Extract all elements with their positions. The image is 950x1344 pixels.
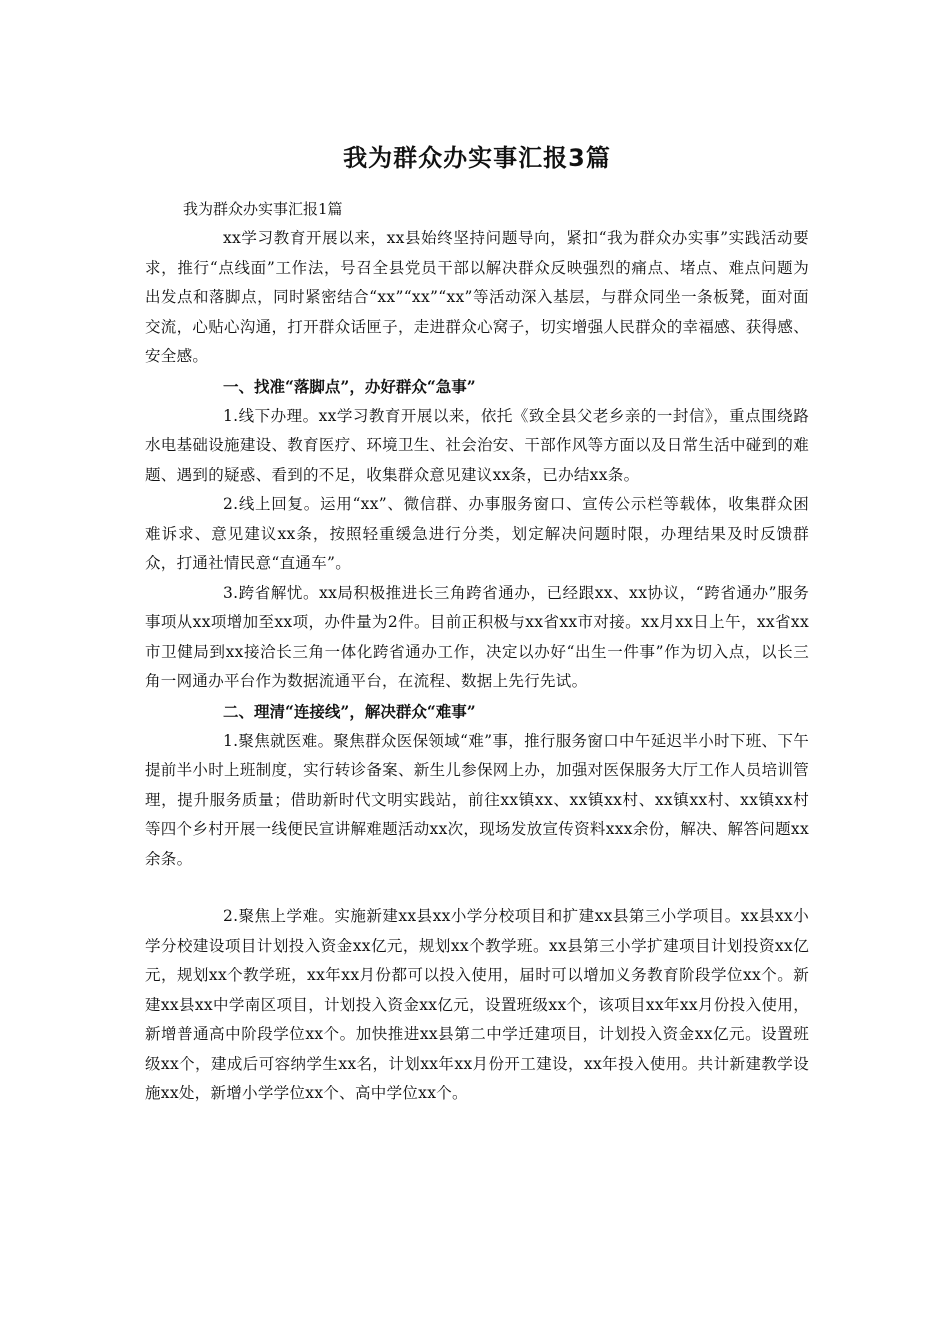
section-1-paragraph-1: 1.线下办理。xx学习教育开展以来，依托《致全县父老乡亲的一封信》，重点围绕路水电基础设施建设、教育医疗、环境卫生、社会治安、干部作风等方面以及日常生活中碰到的难题、遇到的疑惑、看到的不足，收集群众意见建议xx条，已办结xx条。: [145, 406, 809, 484]
section-1-paragraph-3: 3.跨省解忧。xx局积极推进长三角跨省通办，已经跟xx、xx协议，“跨省通办”服务事项从xx项增加至xx项，办件量为2件。目前正积极与xx省xx市对接。xx月xx日上午，xx省xx市卫健局到xx接洽长三角一体化跨省通办工作，决定以办好“出生一件事”作为切入点，以长三角一网通办平台作为数据流通平台，在流程、数据上先行先试。: [145, 583, 809, 690]
section-2-heading: 二、理清“连接线”，解决群众“难事”: [223, 701, 476, 721]
section-1-paragraph-2: 2.线上回复。运用“xx”、微信群、办事服务窗口、宣传公示栏等载体，收集群众困难诉求、意见建议xx条，按照轻重缓急进行分类，划定解决问题时限，办理结果及时反馈群众，打通社情民意“直通车”。: [145, 495, 809, 572]
document-subtitle: 我为群众办实事汇报1篇: [183, 200, 343, 218]
intro-paragraph: xx学习教育开展以来，xx县始终坚持问题导向，紧扣“我为群众办实事”实践活动要求，推行“点线面”工作法，号召全县党员干部以解决群众反映强烈的痛点、堵点、难点问题为出发点和落脚点，同时紧密结合“xx”“xx”“xx”等活动深入基层，与群众同坐一条板凳，面对面交流，心贴心沟通，打开群众话匣子，走进群众心窝子，切实增强人民群众的幸福感、获得感、安全感。: [145, 229, 809, 365]
document-title: 我为群众办实事汇报3篇: [343, 144, 611, 172]
document-page: [145, 140, 809, 1109]
section-1-heading: 一、找准“落脚点”，办好群众“急事”: [223, 376, 476, 396]
section-2-paragraph-2: 2.聚焦上学难。实施新建xx县xx小学分校项目和扩建xx县第三小学项目。xx县xx小学分校建设项目计划投入资金xx亿元，规划xx个教学班。xx县第三小学扩建项目计划投资xx亿元，规划xx个教学班，xx年xx月份都可以投入使用，届时可以增加义务教育阶段学位xx个。新建xx县xx中学南区项目，计划投入资金xx亿元，设置班级xx个，该项目xx年xx月份投入使用，新增普通高中阶段学位xx个。加快推进xx县第二中学迁建项目，计划投入资金xx亿元。设置班级xx个，建成后可容纳学生xx名，计划xx年xx月份开工建设，xx年投入使用。共计新建教学设施xx处，新增小学学位xx个、高中学位xx个。: [145, 907, 809, 1102]
paragraph-gap: [145, 874, 809, 902]
section-2-paragraph-1: 1.聚焦就医难。聚焦群众医保领域“难”事，推行服务窗口中午延迟半小时下班、下午提前半小时上班制度，实行转诊备案、新生儿参保网上办，加强对医保服务大厅工作人员培训管理，提升服务质量；借助新时代文明实践站，前往xx镇xx、xx镇xx村、xx镇xx村、xx镇xx村等四个乡村开展一线便民宣讲解难题活动xx次，现场发放宣传资料xxx余份，解决、解答问题xx余条。: [145, 731, 809, 868]
